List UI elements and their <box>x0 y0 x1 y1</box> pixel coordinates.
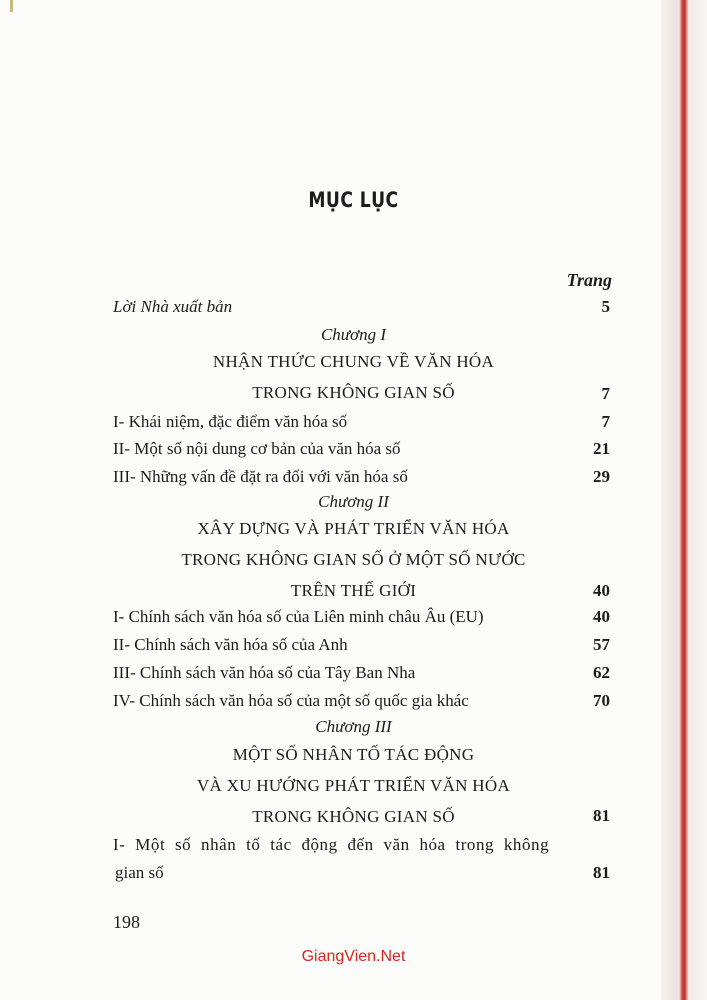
chapter-3-heading-line-2: VÀ XU HƯỚNG PHÁT TRIỂN VĂN HÓA <box>196 776 511 795</box>
toc-entry-page: 57 <box>593 635 610 654</box>
chapter-2-label: Chương II <box>318 492 389 511</box>
chapter-1-label: Chương I <box>320 325 387 344</box>
toc-entry-label: I- Chính sách văn hóa số của Liên minh châu Âu (EU) <box>113 607 484 626</box>
toc-entry-label: Lời Nhà xuất bản <box>113 297 233 316</box>
chapter-2-heading-line-1: XÂY DỰNG VÀ PHÁT TRIỂN VĂN HÓA <box>197 519 510 538</box>
toc-entry-page: 40 <box>593 607 610 626</box>
chapter-2-heading-line-3: TRÊN THẾ GIỚI <box>290 581 417 600</box>
toc-entry-page: 21 <box>593 439 610 458</box>
toc-entry-label: III- Chính sách văn hóa số của Tây Ban Nha <box>113 663 416 682</box>
toc-entry-label: III- Những vấn đề đặt ra đối với văn hóa số <box>113 467 408 486</box>
chapter-1-heading-line-1: NHẬN THỨC CHUNG VỀ VĂN HÓA <box>212 352 495 371</box>
toc-entry-label-line-2: gian số <box>115 863 164 882</box>
toc-entry-label: II- Một số nội dung cơ bản của văn hóa số <box>113 439 401 458</box>
chapter-2-page: 40 <box>593 581 610 600</box>
toc-title: MỤC LỤC <box>308 188 399 212</box>
chapter-1-heading-line-2: TRONG KHÔNG GIAN SỐ <box>252 383 455 402</box>
page-edge-mark <box>10 0 13 12</box>
toc-entry-page: 81 <box>593 863 610 882</box>
page-column-header: Trang <box>566 270 612 290</box>
watermark-text: GiangVien.Net <box>301 948 406 965</box>
toc-entry-page: 70 <box>593 691 610 710</box>
toc-entry-label: II- Chính sách văn hóa số của Anh <box>113 635 348 654</box>
toc-entry-label: I- Khái niệm, đặc điểm văn hóa số <box>113 412 348 431</box>
toc-entry-label: IV- Chính sách văn hóa số của một số quốc gia khác <box>113 691 469 710</box>
toc-entry-page: 5 <box>601 297 610 316</box>
chapter-3-heading-line-3: TRONG KHÔNG GIAN SỐ <box>252 807 455 826</box>
toc-entry-page: 62 <box>593 663 610 682</box>
chapter-3-page: 81 <box>593 806 610 825</box>
toc-entry-page: 7 <box>601 412 610 431</box>
chapter-1-page: 7 <box>601 384 610 403</box>
chapter-3-label: Chương III <box>315 717 392 736</box>
chapter-3-heading-line-1: MỘT SỐ NHÂN TỐ TÁC ĐỘNG <box>232 745 475 764</box>
chapter-2-heading-line-2: TRONG KHÔNG GIAN SỐ Ở MỘT SỐ NƯỚC <box>181 550 526 569</box>
toc-entry-page: 29 <box>593 467 610 486</box>
page-number: 198 <box>113 912 140 932</box>
toc-entry-label-line-1: I- Một số nhân tố tác động đến văn hóa trong không <box>113 835 550 854</box>
